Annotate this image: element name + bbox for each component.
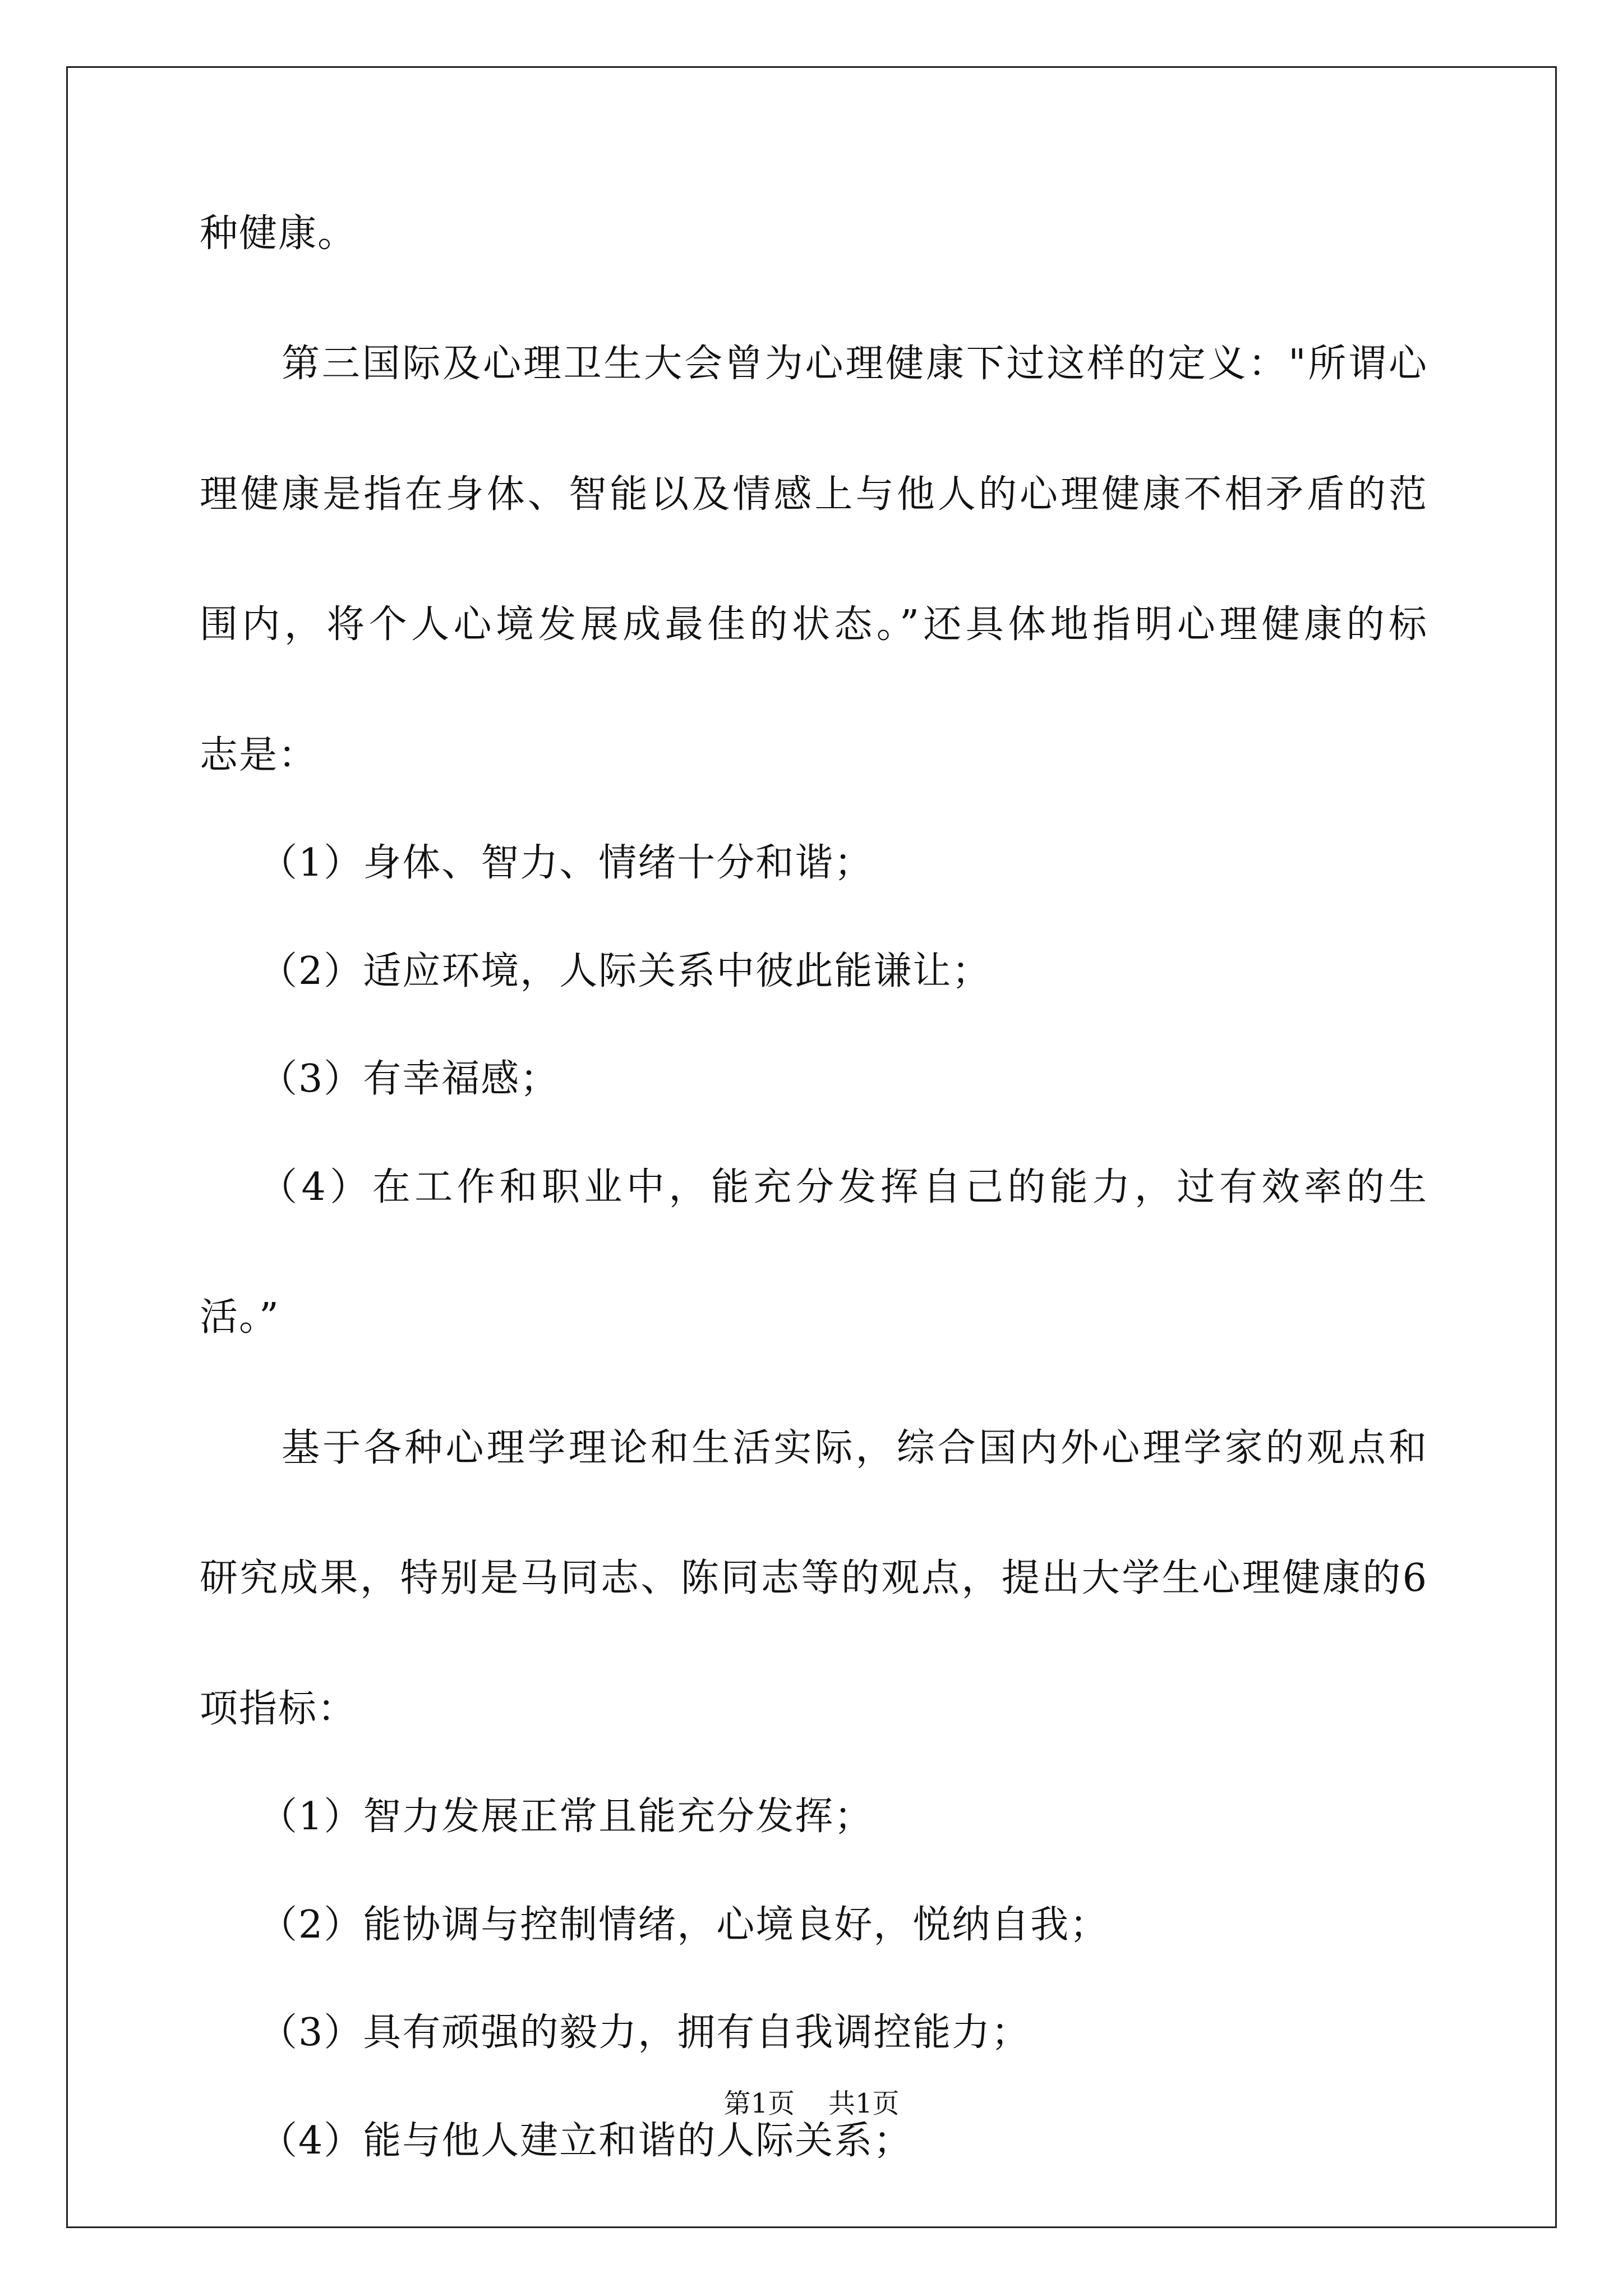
text-line: 第三国际及心理卫生大会曾为心理健康下过这样的定义："所谓心 [282,342,1428,386]
text-line: 志是： [200,733,318,777]
text-line: 研究成果，特别是马同志、陈同志等的观点，提出大学生心理健康的6 [200,1556,1428,1600]
text-line: 基于各种心理学理论和生活实际，综合国内外心理学家的观点和 [282,1426,1428,1470]
list-item: （2）能协调与控制情绪，心境良好，悦纳自我； [259,1903,1109,1947]
text-line: 项指标： [200,1687,357,1731]
list-item: （1）身体、智力、情绪十分和谐； [259,841,874,885]
text-line: 种健康。 [200,211,357,256]
text-line: 理健康是指在身体、智能以及情感上与他人的心理健康不相矛盾的范 [200,472,1428,517]
text-line: 活。” [200,1295,280,1340]
list-item: （4）能与他人建立和谐的人际关系； [259,2119,913,2163]
list-item: （3）具有顽强的毅力，拥有自我调控能力； [259,2010,1031,2055]
list-item: （4）在工作和职业中，能充分发挥自己的能力，过有效率的生 [259,1165,1428,1209]
page-footer [0,2087,1623,2120]
page-total: 共1页 [828,2088,900,2119]
list-item: （2）适应环境，人际关系中彼此能谦让； [259,949,992,993]
page-number: 第1页 [723,2088,795,2119]
text-line: 围内，将个人心境发展成最佳的状态。”还具体地指明心理健康的标 [200,602,1428,647]
list-item: （1）智力发展正常且能充分发挥； [259,1795,874,1839]
list-item: （3）有幸福感； [259,1057,560,1101]
